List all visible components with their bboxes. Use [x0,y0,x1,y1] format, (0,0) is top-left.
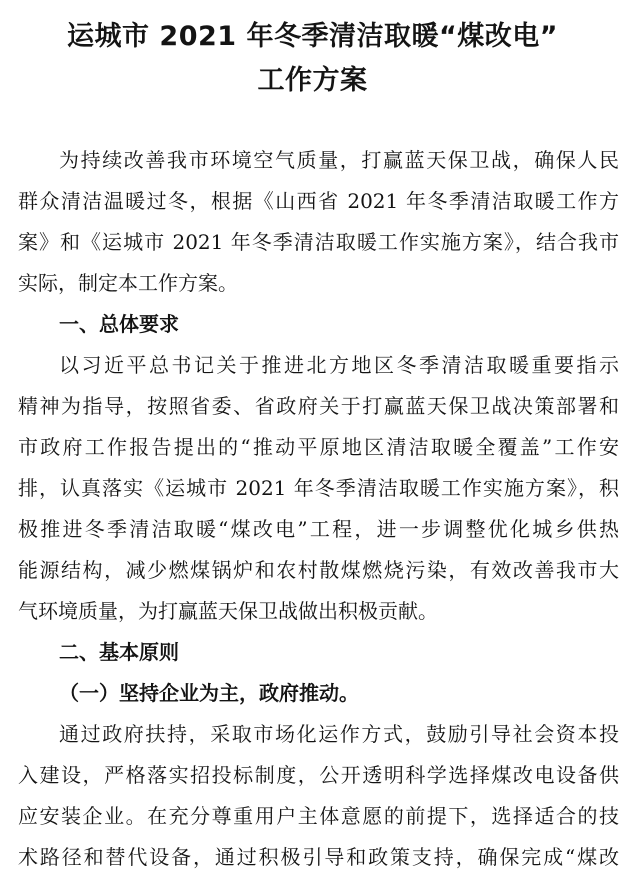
document-title-line2: 工作方案 [257,65,368,96]
section1-line-4: 排，认真落实《运城市 2021 年冬季清洁取暖工作实施方案》，积 [18,476,619,500]
intro-line-4: 实际，制定本工作方案。 [18,271,238,295]
subsection-heading-1: （一）坚持企业为主，政府推动。 [59,681,359,705]
section1-line-1: 以习近平总书记关于推进北方地区冬季清洁取暖重要指示 [59,353,619,377]
section2-line-1: 通过政府扶持，采取市场化运作方式，鼓励引导社会资本投 [59,722,619,746]
document-title-line1: 运城市 2021 年冬季清洁取暖“煤改电” [67,21,558,52]
section1-line-6: 能源结构，减少燃煤锅炉和农村散煤燃烧污染，有效改善我市大 [18,558,619,582]
section1-line-3: 市政府工作报告提出的“推动平原地区清洁取暖全覆盖”工作安 [18,435,619,459]
section2-line-2: 入建设，严格落实招投标制度，公开透明科学选择煤改电设备供 [18,763,619,787]
section-heading-basic-principles: 二、基本原则 [59,640,179,664]
section2-line-3: 应安装企业。在充分尊重用户主体意愿的前提下，选择适合的技 [18,804,619,828]
section1-line-2: 精神为指导，按照省委、省政府关于打赢蓝天保卫战决策部署和 [18,394,619,418]
section-heading-general-requirements: 一、总体要求 [59,312,179,336]
section1-line-7: 气环境质量，为打赢蓝天保卫战做出积极贡献。 [18,599,438,623]
section2-line-4: 术路径和替代设备，通过积极引导和政策支持，确保完成“煤改 [18,845,619,869]
intro-line-2: 群众清洁温暖过冬，根据《山西省 2021 年冬季清洁取暖工作方 [18,189,619,213]
intro-line-3: 案》和《运城市 2021 年冬季清洁取暖工作实施方案》，结合我市 [18,230,619,254]
section1-line-5: 极推进冬季清洁取暖“煤改电”工程，进一步调整优化城乡供热 [18,517,619,541]
intro-line-1: 为持续改善我市环境空气质量，打赢蓝天保卫战，确保人民 [59,148,619,172]
